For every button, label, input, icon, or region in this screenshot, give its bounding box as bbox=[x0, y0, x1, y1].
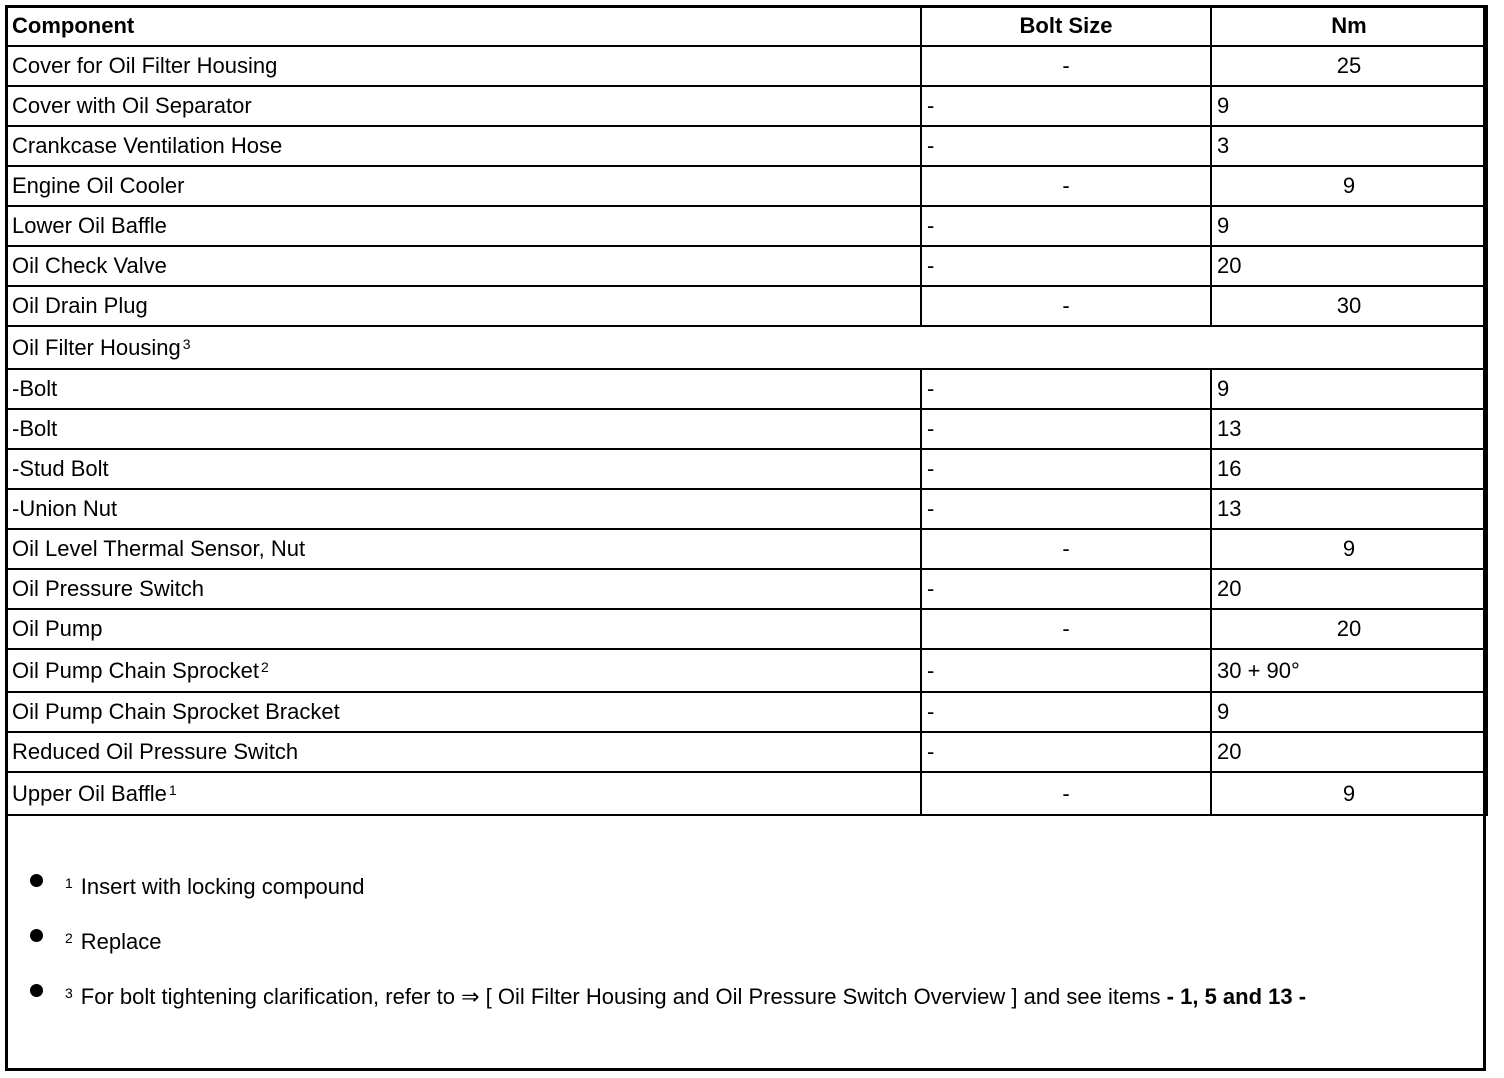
row-bolt-size: - bbox=[921, 732, 1211, 772]
row-bolt-size: - bbox=[921, 206, 1211, 246]
table-row bbox=[6, 609, 1487, 649]
row-component: -Union Nut bbox=[6, 489, 921, 529]
row-component: -Bolt bbox=[6, 369, 921, 409]
row-nm: 9 bbox=[1211, 772, 1487, 815]
table-row bbox=[6, 126, 1487, 166]
torque-spec-table bbox=[5, 5, 1488, 816]
row-bolt-size: - bbox=[921, 449, 1211, 489]
group-heading bbox=[6, 326, 1487, 369]
table-group-row bbox=[6, 326, 1487, 369]
row-component: Lower Oil Baffle bbox=[6, 206, 921, 246]
footnote-number: 2 bbox=[65, 930, 73, 946]
row-nm: 25 bbox=[1211, 46, 1487, 86]
table-row bbox=[6, 692, 1487, 732]
row-bolt-size: - bbox=[921, 569, 1211, 609]
row-bolt-size: - bbox=[921, 609, 1211, 649]
row-bolt-size: - bbox=[921, 692, 1211, 732]
bullet-icon bbox=[30, 874, 43, 887]
row-nm: 9 bbox=[1211, 86, 1487, 126]
row-nm: 20 bbox=[1211, 569, 1487, 609]
footnote-body: For bolt tightening clarification, refer to ⇒ [ Oil Filter Housing and Oil Pressure Switch Overview ] and see items bbox=[80, 984, 1167, 1009]
footnote-text bbox=[65, 984, 1306, 1010]
row-component: Oil Level Thermal Sensor, Nut bbox=[6, 529, 921, 569]
row-bolt-size: - bbox=[921, 86, 1211, 126]
row-bolt-size: - bbox=[921, 772, 1211, 815]
table-row bbox=[6, 409, 1487, 449]
row-nm: 30 bbox=[1211, 286, 1487, 326]
row-bolt-size: - bbox=[921, 409, 1211, 449]
footnote-item bbox=[8, 862, 1484, 917]
row-component: Oil Filter Housing bbox=[12, 334, 181, 360]
row-nm: 9 bbox=[1211, 692, 1487, 732]
table-row bbox=[6, 46, 1487, 86]
footnote-ref: 2 bbox=[261, 658, 269, 675]
table-row bbox=[6, 369, 1487, 409]
row-nm: 13 bbox=[1211, 409, 1487, 449]
row-nm: 9 bbox=[1211, 166, 1487, 206]
row-bolt-size: - bbox=[921, 126, 1211, 166]
row-bolt-size: - bbox=[921, 649, 1211, 692]
table-row bbox=[6, 166, 1487, 206]
row-bolt-size: - bbox=[921, 166, 1211, 206]
row-component: Upper Oil Baffle bbox=[12, 780, 167, 806]
row-component: Oil Pump bbox=[6, 609, 921, 649]
row-component-cell bbox=[6, 772, 921, 815]
bullet-icon bbox=[30, 984, 43, 997]
row-nm: 3 bbox=[1211, 126, 1487, 166]
table-row bbox=[6, 649, 1487, 692]
row-component: -Bolt bbox=[6, 409, 921, 449]
footnote-text bbox=[65, 874, 365, 900]
row-bolt-size: - bbox=[921, 286, 1211, 326]
footnote-ref: 3 bbox=[182, 335, 191, 352]
header-nm: Nm bbox=[1211, 6, 1487, 46]
footnote-text bbox=[65, 929, 162, 955]
table-row bbox=[6, 449, 1487, 489]
header-bolt-size: Bolt Size bbox=[921, 6, 1211, 46]
row-nm: 9 bbox=[1211, 206, 1487, 246]
footnote-item bbox=[8, 972, 1484, 1027]
row-nm: 9 bbox=[1211, 369, 1487, 409]
row-component: Oil Drain Plug bbox=[6, 286, 921, 326]
row-bolt-size: - bbox=[921, 529, 1211, 569]
table-row bbox=[6, 732, 1487, 772]
table-row bbox=[6, 286, 1487, 326]
row-component: -Stud Bolt bbox=[6, 449, 921, 489]
row-component: Cover with Oil Separator bbox=[6, 86, 921, 126]
footnotes bbox=[8, 862, 1484, 1027]
row-component: Oil Pump Chain Sprocket Bracket bbox=[6, 692, 921, 732]
row-nm: 9 bbox=[1211, 529, 1487, 569]
row-component: Reduced Oil Pressure Switch bbox=[6, 732, 921, 772]
table-row bbox=[6, 569, 1487, 609]
footnote-number: 1 bbox=[65, 875, 73, 891]
row-nm: 16 bbox=[1211, 449, 1487, 489]
row-component-cell bbox=[6, 649, 921, 692]
row-bolt-size: - bbox=[921, 46, 1211, 86]
footnote-number: 3 bbox=[65, 985, 73, 1001]
row-component: Oil Pressure Switch bbox=[6, 569, 921, 609]
row-component: Crankcase Ventilation Hose bbox=[6, 126, 921, 166]
row-nm: 30 + 90° bbox=[1211, 649, 1487, 692]
row-bolt-size: - bbox=[921, 246, 1211, 286]
table-row bbox=[6, 86, 1487, 126]
row-component: Oil Pump Chain Sprocket bbox=[12, 657, 259, 683]
row-component: Cover for Oil Filter Housing bbox=[6, 46, 921, 86]
row-nm: 20 bbox=[1211, 732, 1487, 772]
row-component: Oil Check Valve bbox=[6, 246, 921, 286]
header-component: Component bbox=[6, 6, 921, 46]
table-row bbox=[6, 206, 1487, 246]
table-header-row bbox=[6, 6, 1487, 46]
row-nm: 20 bbox=[1211, 609, 1487, 649]
table-row bbox=[6, 529, 1487, 569]
footnote-body: Insert with locking compound bbox=[80, 874, 365, 899]
row-nm: 13 bbox=[1211, 489, 1487, 529]
row-bolt-size: - bbox=[921, 369, 1211, 409]
row-nm: 20 bbox=[1211, 246, 1487, 286]
table-row bbox=[6, 489, 1487, 529]
row-bolt-size: - bbox=[921, 489, 1211, 529]
footnote-body: Replace bbox=[80, 929, 162, 954]
bullet-icon bbox=[30, 929, 43, 942]
footnote-bold-items: - 1, 5 and 13 - bbox=[1166, 984, 1307, 1009]
table-row bbox=[6, 772, 1487, 815]
footnote-item bbox=[8, 917, 1484, 972]
row-component: Engine Oil Cooler bbox=[6, 166, 921, 206]
table-row bbox=[6, 246, 1487, 286]
footnote-ref: 1 bbox=[168, 781, 177, 798]
